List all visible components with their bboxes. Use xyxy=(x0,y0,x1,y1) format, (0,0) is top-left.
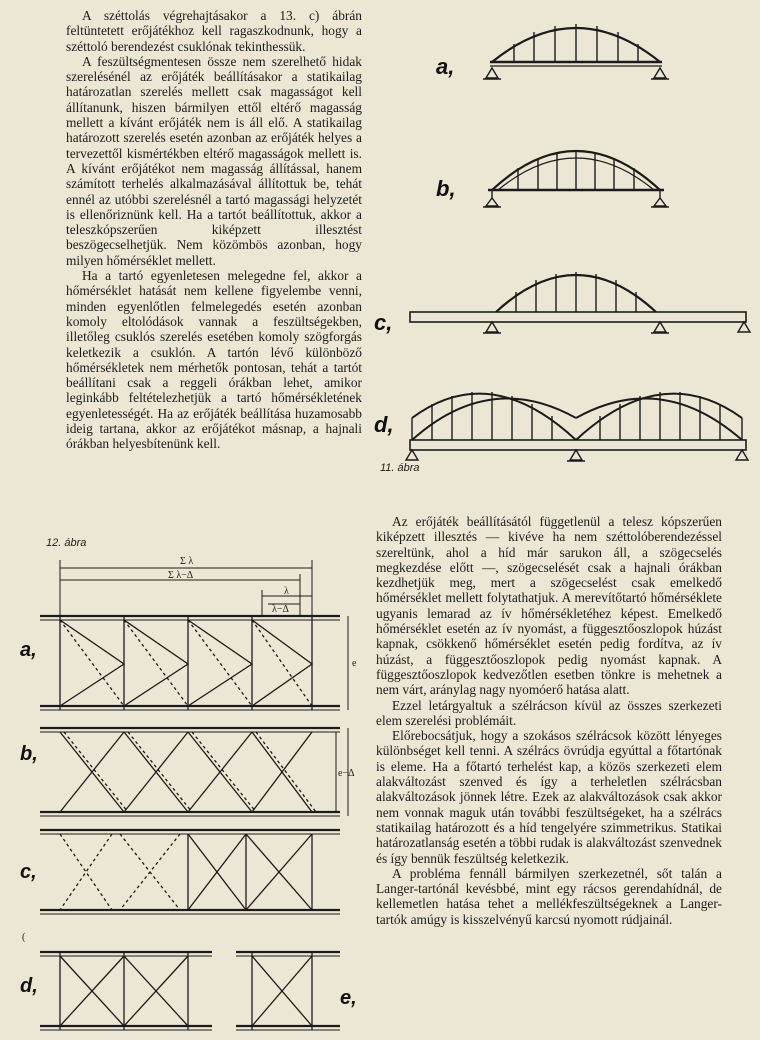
paragraph: Ha a tartó egyenletesen melegedne fel, akkor a hőmérséklet hatását nem kellene figyelembe venni, minden egyenlőtlen felmelegedés esetén azonban komoly eltolódások vannak a feszültségekben, illetőleg csuklós szerelés esetében komoly szögforgás keletkezik a csuklón. A tartón lévő különböző hőmérsékletek nem mérhetők pontosan, tehát a tartót beállítani csak a reggeli órákban lehet, amikor leginkább feltételezhetjük a tartó hőmérsékletének egyenletességét. Ha az erőjáték beállítása huzamosabb ideig tartana, akkor az erőjátékot másnap, a hajnali órákban helyesbítenünk kell. xyxy=(66,268,362,452)
dim-label-sum-lambda: Σ λ xyxy=(180,556,194,567)
stray-mark: ( xyxy=(22,932,26,943)
dim-label-e-delta: e−Δ xyxy=(338,768,355,779)
fig12-label-d: d, xyxy=(20,975,38,997)
bracing-a xyxy=(40,616,348,710)
fig12-label-e: e, xyxy=(340,987,357,1009)
paragraph: Előrebocsátjuk, hogy a szokásos szélrácsok között lényeges különbséget kell tenni. A szélrács övrúdja egyúttal a főtartónak is eleme. Ha a főtartó terhelést kap, a közös szerkezeti elem alakváltozást szenved és így a terheletlen szélrácsban alakváltozások jönnek létre. Ezek az alakváltozások csak akkor nem vonnak maguk után további feszültségeket, ha a szélrács statikailag határozott és a híd tengelyére szimmetrikus. Statikai határozatlanság esetén a többi rudak is alakváltozást szenvednek és így bennük feszültség keletkezik. xyxy=(376,728,722,866)
paragraph: A feszültségmentesen össze nem szerelhető hidak szerelésénél az erőjáték beállításakor a statikailag határozatlan szerelés mellett csak magasságot kell állítanunk, hiszen bármilyen ettől eltérő magasság mellett a kívánt erőjáték nem is áll elő. A statikailag határozott szerelés esetén azonban az erőjáték helyes a tervezettől kismértékben eltérő magasságok mellett is. A kívánt erőjátékot nem magasság állítással, hanem számított terhelés alkalmazásával állítottuk be, tehát ennél az utóbbi szerelésnél a tartó magassági helyzetét is ellenőriznünk kell. Ha a tartót beállítottuk, akkor a teleszkópszerűen kiképzett illesztést beszögecselhetjük. Nem közömbös azonban, hogy milyen hőmérséklet mellett. xyxy=(66,53,362,268)
bridge-d xyxy=(406,392,748,461)
dim-label-e: e xyxy=(352,658,357,669)
paragraph: A széttolás végrehajtásakor a 13. c) ábrán feltüntetett erőjátékhoz kell ragaszkodnunk, hogy a széttoló berendezést csuklónak tekinthessük. xyxy=(66,8,362,54)
fig12-label-b: b, xyxy=(20,743,38,765)
top-text-column xyxy=(66,8,362,452)
paragraph: A probléma fennáll bármilyen szerkezetnél, sőt talán a Langer-tartónál kevésbbé, mint egy rácsos gerendahídnál, de kellemetlen hatása tehet a mellékfeszültségeknek a Langer-tartók amúgy is kisszelvényű karcsú nyomott rúdjainál. xyxy=(376,865,722,927)
fig11-label-a: a, xyxy=(436,54,455,79)
bracing-c xyxy=(40,830,340,914)
bottom-text-column xyxy=(376,514,722,927)
bracing-b xyxy=(40,728,348,816)
bridge-c xyxy=(410,272,750,333)
figure-11-caption: 11. ábra xyxy=(380,462,420,474)
bracing-e xyxy=(236,952,340,1030)
fig11-label-d: d, xyxy=(374,412,394,437)
bracing-d xyxy=(40,952,212,1030)
dim-label-lambda: λ xyxy=(284,586,289,597)
bridge-a xyxy=(483,24,669,79)
figure-12-wind-bracing-diagrams xyxy=(0,548,372,1040)
paragraph: Ezzel letárgyaltuk a szélrácson kívül az összes szerkezeti elem szerelési problémáit. xyxy=(376,697,722,728)
fig12-label-a: a, xyxy=(20,639,37,661)
fig11-label-c: c, xyxy=(374,310,393,335)
paragraph: Az erőjáték beállításától függetlenül a telesz kópszerűen kiképzett illesztés — kivéve ha nem széttolóberendezéssel szereltünk, ahol a híd már sarukon áll, a szögecselés megkezdése előtt —, szögecselését csak a hajnali órákban kezdhetjük meg, mert a szögecselést csak emelkedő hőmérséklet mellett folytathatjuk. A merevítőtartó hőmérséklete ugyanis lemarad az ív hőmérsékletéhez képest. Emelkedő hőmérséklet esetén az ív nyomást, a függesztőoszlopok húzást kapnak, csökkenő hőmérséklet esetén pedig fordítva, az ív húzást, a függesztőoszlopok pedig nyomást kapnak. A függesztőoszlopok kedvezőtlen esetben tönkre is mehetnek a nem várt, aránylag nagy nyomóerő hatása alatt. xyxy=(376,514,722,698)
bridge-b xyxy=(483,151,669,207)
figure-11-bridge-diagrams xyxy=(374,0,760,470)
fig12-label-c: c, xyxy=(20,861,37,883)
dim-label-sum-lambda-delta: Σ λ−Δ xyxy=(168,570,194,581)
fig11-label-b: b, xyxy=(436,176,456,201)
dim-label-lambda-delta: λ−Δ xyxy=(272,604,289,615)
figure-12-caption: 12. ábra xyxy=(46,537,87,549)
